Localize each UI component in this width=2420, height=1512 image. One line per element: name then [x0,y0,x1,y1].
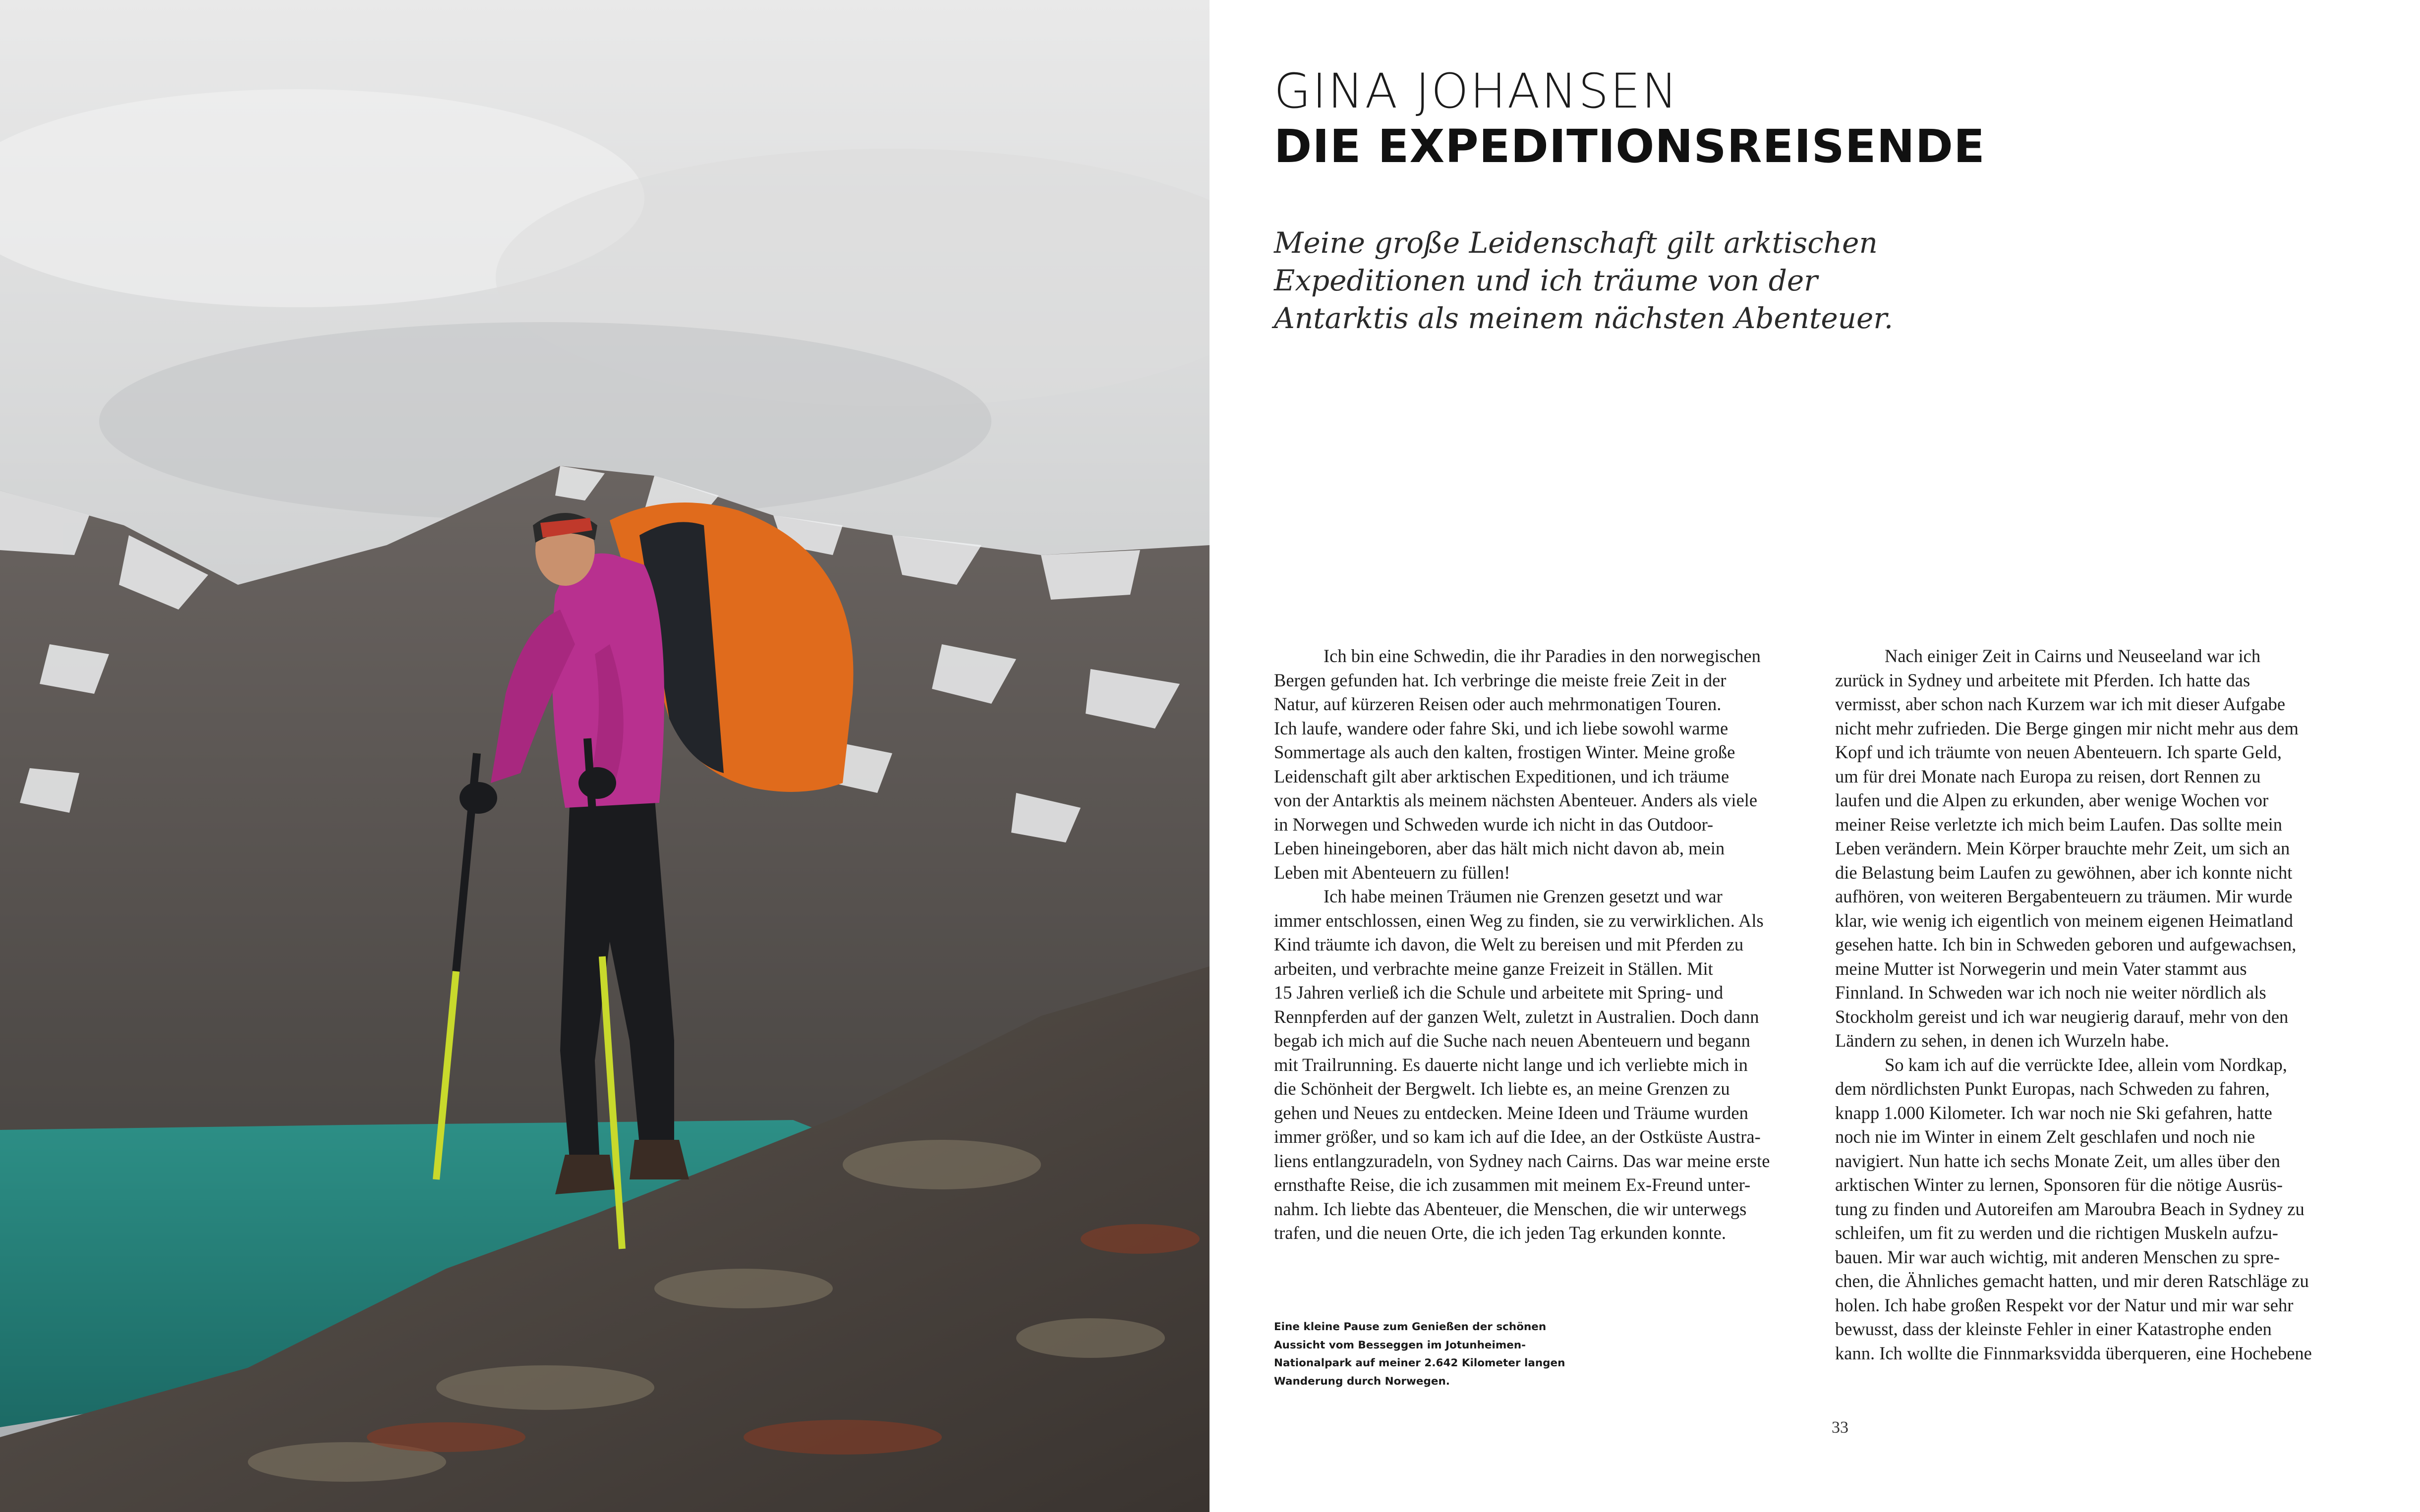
text-line: Ländern zu sehen, in denen ich Wurzeln habe. [1835,1030,2169,1051]
text-line: schleifen, um fit zu werden und die richtigen Muskeln aufzu- [1835,1223,2278,1243]
text-line: vermisst, aber schon nach Kurzem war ich mit dieser Aufgabe [1835,694,2286,714]
text-line: Leben hineingeboren, aber das hält mich nicht davon ab, mein [1274,838,1725,858]
text-line: in Norwegen und Schweden wurde ich nicht in das Outdoor- [1274,814,1714,835]
text-line: Rennpferden auf der ganzen Welt, zuletzt in Australien. Doch dann [1274,1006,1759,1027]
text-line: Leidenschaft gilt aber arktischen Expeditionen, und ich träume [1274,766,1729,786]
text-line: knapp 1.000 Kilometer. Ich war noch nie Ski gefahren, hatte [1835,1102,2272,1123]
text-line: Sommertage als auch den kalten, frostigen Winter. Meine große [1274,742,1735,762]
intro-quote [1274,224,1894,337]
text-line: klar, wie wenig ich eigentlich von meinem eigenen Heimatland [1835,910,2293,931]
text-line: Leben mit Abenteuern zu füllen! [1274,862,1510,883]
text-line: 15 Jahren verließ ich die Schule und arbeitete mit Spring- und [1274,982,1724,1003]
text-line: bewusst, dass der kleinste Fehler in einer Katastrophe enden [1835,1319,2272,1339]
caption-line: Wanderung durch Norwegen. [1274,1375,1450,1388]
text-line: meiner Reise verletzte ich mich beim Laufen. Das sollte mein [1835,814,2283,835]
text-line: So kam ich auf die verrückte Idee, allein vom Nordkap, [1885,1054,2287,1075]
photo-caption [1274,1318,1621,1391]
text-line: laufen und die Alpen zu erkunden, aber wenige Wochen vor [1835,790,2269,810]
text-line: begab ich mich auf die Suche nach neuen Abenteuern und begann [1274,1030,1750,1051]
text-line: Kind träumte ich davon, die Welt zu bereisen und mit Pferden zu [1274,934,1744,954]
text-line: ernsthafte Reise, die ich zusammen mit meinem Ex-Freund unter- [1274,1175,1751,1195]
text-line: tung zu finden und Autoreifen am Maroubra Beach in Sydney zu [1835,1198,2305,1219]
page-number: 33 [1832,1418,1848,1437]
text-line: Finnland. In Schweden war ich noch nie weiter nördlich als [1835,982,2266,1003]
caption-line: Nationalpark auf meiner 2.642 Kilometer langen [1274,1357,1565,1369]
text-line: arbeiten, und verbrachte meine ganze Freizeit in Ställen. Mit [1274,958,1713,979]
text-line: trafen, und die neuen Orte, die ich jeden Tag erkunden konnte. [1274,1223,1726,1243]
text-line: bauen. Mir war auch wichtig, mit anderen Menschen zu spre- [1835,1246,2280,1267]
body-column-1 [1274,644,1789,1245]
text-line: navigiert. Nun hatte ich sechs Monate Zeit, um alles über den [1835,1150,2281,1171]
text-line: Stockholm gereist und ich war neugierig darauf, mehr von den [1835,1006,2289,1027]
text-line: noch nie im Winter in einem Zelt geschlafen und noch nie [1835,1126,2255,1147]
text-line: die Belastung beim Laufen zu gewöhnen, aber ich konnte nicht [1835,862,2293,883]
text-line: zurück in Sydney und arbeitete mit Pferden. Ich hatte das [1835,670,2250,690]
person-name: GINA JOHANSEN [1274,63,1679,119]
text-line: um für drei Monate nach Europa zu reisen, dort Rennen zu [1835,766,2261,786]
intro-line: Expeditionen und ich träume von der [1274,264,1818,297]
text-line: von der Antarktis als meinem nächsten Abenteuer. Anders als viele [1274,790,1758,810]
text-line: Leben verändern. Mein Körper brauchte mehr Zeit, um sich an [1835,838,2290,858]
text-line: Nach einiger Zeit in Cairns und Neuseeland war ich [1885,646,2261,666]
text-line: liens entlangzuradeln, von Sydney nach Cairns. Das war meine erste [1274,1150,1770,1171]
text-line: die Schönheit der Bergwelt. Ich liebte es, an meine Grenzen zu [1274,1078,1730,1099]
text-line: kann. Ich wollte die Finnmarksvidda überqueren, eine Hochebene [1835,1343,2312,1363]
text-line: nicht mehr zufrieden. Die Berge gingen mir nicht mehr aus dem [1835,718,2299,738]
body-column-2 [1835,644,2351,1365]
text-line: Ich bin eine Schwedin, die ihr Paradies in den norwegischen [1324,646,1761,666]
text-line: immer entschlossen, einen Weg zu finden, sie zu verwirklichen. Als [1274,910,1764,931]
text-line: arktischen Winter zu lernen, Sponsoren für die nötige Ausrüs- [1835,1175,2283,1195]
text-line: immer größer, und so kam ich auf die Idee, an der Ostküste Austra- [1274,1126,1761,1147]
intro-line: Meine große Leidenschaft gilt arktischen [1274,226,1878,260]
text-line: meine Mutter ist Norwegerin und mein Vater stammt aus [1835,958,2247,979]
text-line: nahm. Ich liebte das Abenteuer, die Menschen, die wir unterwegs [1274,1198,1747,1219]
text-line: mit Trailrunning. Es dauerte nicht lange und ich verliebte mich in [1274,1054,1748,1075]
caption-line: Aussicht vom Besseggen im Jotunheimen- [1274,1339,1526,1351]
text-line: Kopf und ich träumte von neuen Abenteuern. Ich sparte Geld, [1835,742,2282,762]
article-title: DIE EXPEDITIONSREISENDE [1274,120,1985,173]
text-line: dem nördlichsten Punkt Europas, nach Schweden zu fahren, [1835,1078,2270,1099]
text-line: holen. Ich habe großen Respekt vor der Natur und mir war sehr [1835,1294,2294,1315]
text-line: chen, die Ähnliches gemacht hatten, und mir deren Ratschläge zu [1835,1271,2309,1291]
text-line: gehen und Neues zu entdecken. Meine Ideen und Träume wurden [1274,1102,1748,1123]
text-line: Ich laufe, wandere oder fahre Ski, und ich liebe sowohl warme [1274,718,1729,738]
caption-line: Eine kleine Pause zum Genießen der schönen [1274,1321,1547,1333]
text-line: Bergen gefunden hat. Ich verbringe die meiste freie Zeit in der [1274,670,1727,690]
text-line: Natur, auf kürzeren Reisen oder auch mehrmonatigen Touren. [1274,694,1722,714]
intro-line: Antarktis als meinem nächsten Abenteuer. [1274,301,1894,335]
text-line: aufhören, von weiteren Bergabenteuern zu träumen. Mir wurde [1835,886,2293,906]
text-line: Ich habe meinen Träumen nie Grenzen gesetzt und war [1324,886,1723,906]
text-line: gesehen hatte. Ich bin in Schweden geboren und aufgewachsen, [1835,934,2297,954]
article-page [1210,0,2420,1512]
